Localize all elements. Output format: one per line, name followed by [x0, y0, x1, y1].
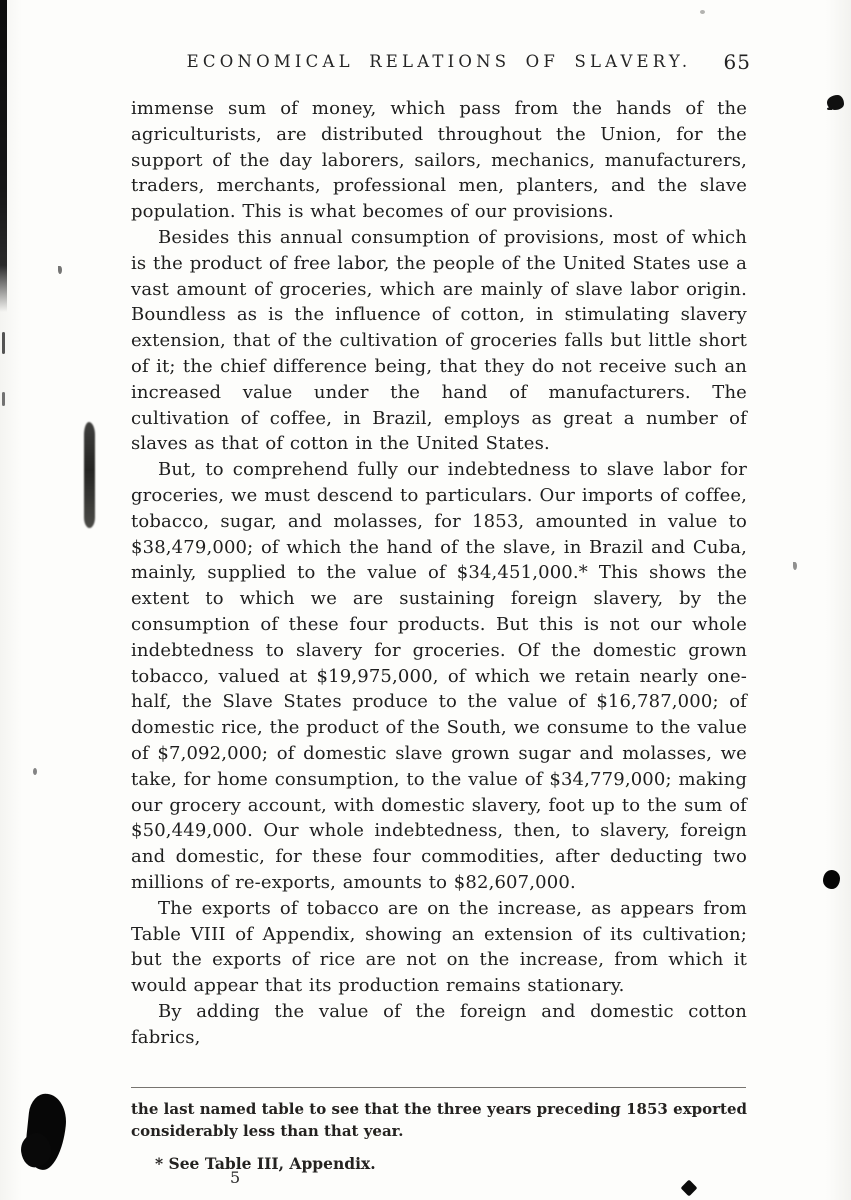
- footnote-area: [131, 1099, 747, 1175]
- ink-speck: [793, 562, 797, 570]
- ink-speck: [33, 768, 37, 775]
- signature-mark: 5: [230, 1168, 241, 1187]
- paragraph-4: The exports of tobacco are on the increase, as appears from Table VIII of Appendix, showing an extension of its cultivation; but the exports of rice are not on the increase, from which it would appear that its production remains stationary.: [131, 897, 747, 997]
- scan-edge-artifact: [0, 0, 7, 312]
- footnote-divider: [131, 1087, 746, 1088]
- running-header: [131, 50, 751, 78]
- ink-blot: [823, 870, 840, 889]
- ink-speck: [58, 266, 62, 274]
- ink-blot: [681, 1180, 698, 1197]
- running-header-title: ECONOMICAL RELATIONS OF SLAVERY.: [186, 52, 692, 71]
- ink-speck: [700, 10, 705, 14]
- paragraph-5: By adding the value of the foreign and domestic cotton fabrics,: [131, 1000, 747, 1048]
- ink-mark: [2, 332, 5, 354]
- ink-blot: [23, 1092, 69, 1172]
- page-number: 65: [723, 50, 751, 74]
- ink-blot: [827, 95, 844, 110]
- paragraph-1: immense sum of money, which pass from the hands of the agriculturists, are distributed throughout the Union, for the support of the day laborers, sailors, mechanics, manufacturers, traders, merchants, professional men, planters, and the slave population. This is what becomes of our provisions.: [131, 98, 747, 223]
- paragraph-3: But, to comprehend fully our indebtedness to slave labor for groceries, we must descend to particulars. Our imports of coffee, tobacco, sugar, and molasses, for 1853, amounted in value to $38,479,000; of which the hand of the slave, in Brazil and Cuba, mainly, supplied to the value of $34,451,000.* This shows the extent to which we are sustaining foreign slavery, by the consumption of these four products. But this is not our whole indebtedness to slavery for groceries. Of the domestic grown tobacco, valued at $19,975,000, of which we retain nearly one-half, the Slave States produce to the value of $16,787,000; of domestic rice, the product of the South, we consume to the value of $7,092,000; of domestic slave grown sugar and molasses, we take, for home consumption, to the value of $34,779,000; making our grocery account, with domestic slavery, foot up to the sum of $50,449,000. Our whole indebtedness, then, to slavery, foreign and domestic, for these four commodities, after deducting two millions of re-exports, amounts to $82,607,000.: [131, 459, 747, 893]
- ink-smudge: [84, 422, 95, 528]
- page-body: [131, 96, 747, 1050]
- paragraph-2: Besides this annual consumption of provisions, most of which is the product of free labor, the people of the United States use a vast amount of groceries, which are mainly of slave labor origin. Boundless as is the influence of cotton, in stimulating slavery extension, that of the cultivation of groceries falls but little short of it; the chief difference being, that they do not receive such an increased value under the hand of manufacturers. The cultivation of coffee, in Brazil, employs as great a number of slaves as that of cotton in the United States.: [131, 226, 747, 455]
- footnote-reference: * See Table III, Appendix.: [155, 1154, 376, 1173]
- ink-mark: [2, 392, 5, 406]
- footnote-continuation: the last named table to see that the three years preceding 1853 exported considerably less than that year.: [131, 1100, 747, 1140]
